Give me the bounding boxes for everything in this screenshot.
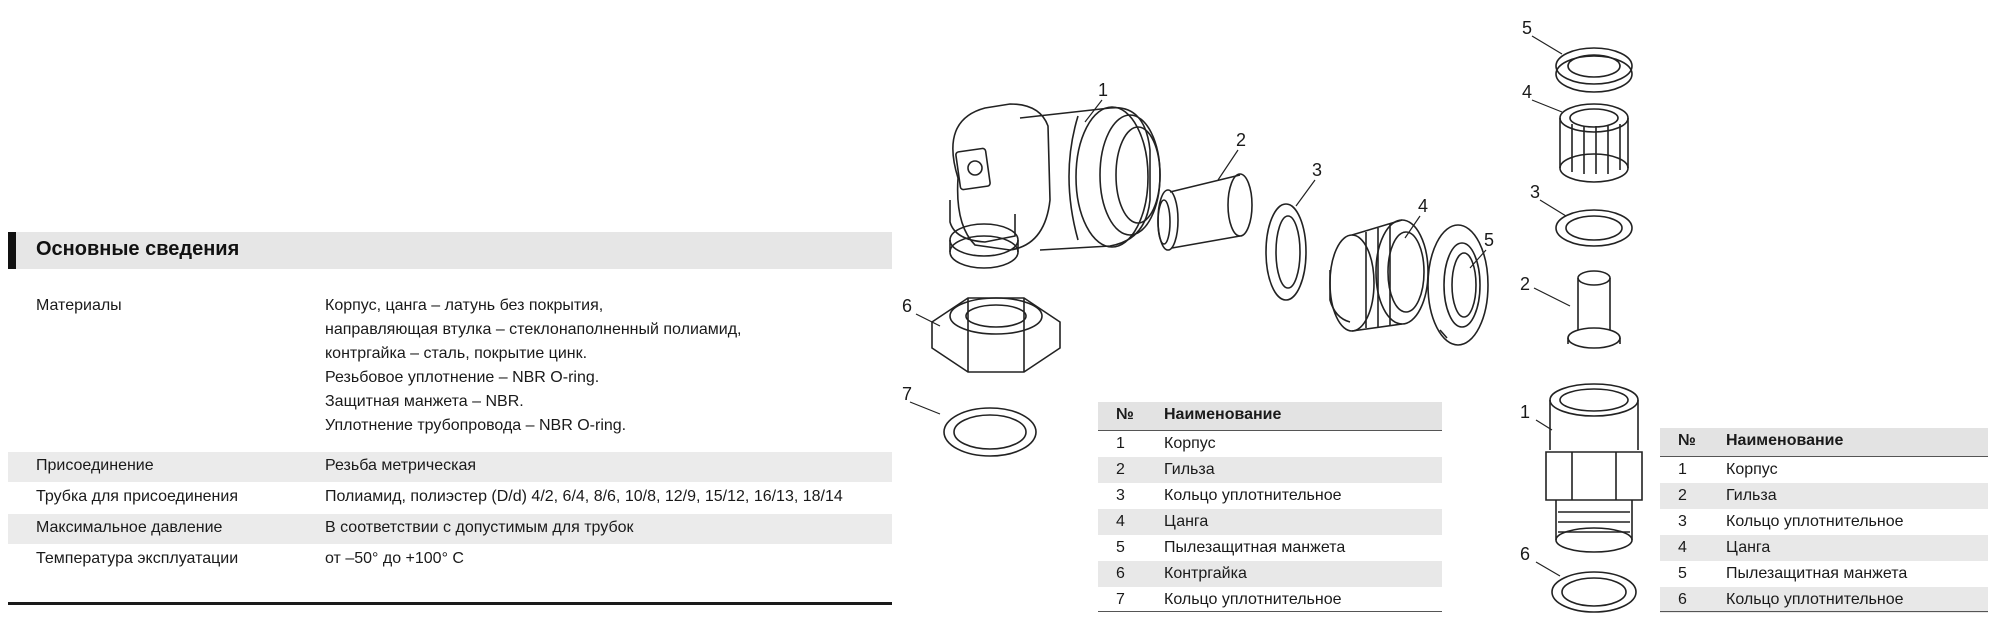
sleeve-drawing-right [1568, 271, 1620, 348]
table-row [1660, 535, 1988, 561]
callout-3: 3 [1312, 160, 1323, 180]
table-row [1660, 457, 1988, 483]
row-name: Кольцо уплотнительное [1726, 591, 1904, 608]
table-row [1098, 509, 1442, 535]
spec-value: Полиамид, полиэстер (D/d) 4/2, 6/4, 8/6, 10/8, 12/9, 15/12, 16/13, 18/14 [325, 488, 843, 505]
spec-label: Присоединение [36, 457, 154, 474]
row-number: 2 [1678, 487, 1687, 504]
callout-4: 4 [1522, 82, 1533, 102]
callout-6: 6 [1520, 544, 1531, 564]
o-ring-drawing-left [1266, 204, 1306, 300]
table-row [1098, 535, 1442, 561]
elbow-body-drawing [950, 104, 1160, 268]
row-name: Кольцо уплотнительное [1164, 487, 1342, 504]
row-name: Гильза [1726, 487, 1777, 504]
table-row [1660, 509, 1988, 535]
callouts-left [902, 80, 1494, 404]
table-row [1098, 431, 1442, 457]
callout-2: 2 [1520, 274, 1531, 294]
row-number: 1 [1116, 435, 1125, 452]
collet-drawing-left [1330, 220, 1428, 331]
row-number: 1 [1678, 461, 1687, 478]
table-row [1098, 561, 1442, 587]
row-number: 5 [1116, 539, 1125, 556]
spec-value: Резьба метрическая [325, 457, 477, 474]
spec-value: В соответствии с допустимым для трубок [325, 519, 634, 536]
sleeve-drawing-left [1158, 174, 1252, 250]
row-name: Гильза [1164, 461, 1215, 478]
row-number: 3 [1116, 487, 1125, 504]
row-number: 6 [1678, 591, 1687, 608]
o-ring-drawing-right-6 [1552, 572, 1636, 612]
callout-2: 2 [1236, 130, 1247, 150]
callout-6: 6 [902, 296, 913, 316]
callouts-right [1520, 18, 1540, 564]
row-name: Корпус [1164, 435, 1216, 452]
row-name: Корпус [1726, 461, 1778, 478]
callout-5: 5 [1484, 230, 1495, 250]
row-number: 4 [1116, 513, 1125, 530]
specs-title: Основные сведения [36, 238, 240, 260]
dust-boot-drawing-right [1556, 48, 1632, 92]
table-row [1660, 587, 1988, 613]
table-row [1660, 483, 1988, 509]
callout-1: 1 [1098, 80, 1109, 100]
callout-3: 3 [1530, 182, 1541, 202]
table-bottom-rule [1098, 611, 1442, 612]
callout-5: 5 [1522, 18, 1533, 38]
callout-leaders-right [1532, 36, 1570, 576]
callout-1: 1 [1520, 402, 1531, 422]
row-name: Пылезащитная манжета [1726, 565, 1908, 582]
table-row [1098, 457, 1442, 483]
parts-table-left [1098, 402, 1442, 612]
table-bottom-rule [1660, 611, 1988, 612]
column-header-number: № [1116, 406, 1134, 423]
body-drawing-right [1546, 384, 1642, 552]
spec-value-line: Защитная манжета – NBR. [325, 393, 524, 410]
spec-label: Трубка для присоединения [36, 488, 238, 505]
callout-leaders-left [910, 100, 1486, 414]
spec-label: Максимальное давление [36, 519, 223, 536]
spec-value-line: направляющая втулка – стеклонаполненный полиамид, [325, 321, 742, 338]
o-ring-drawing-left-7 [944, 408, 1036, 456]
column-header-name: Наименование [1726, 432, 1844, 449]
spec-label: Материалы [36, 297, 122, 314]
row-number: 6 [1116, 565, 1125, 582]
table-row [1098, 587, 1442, 613]
spec-label: Температура эксплуатации [36, 550, 239, 567]
parts-table-right [1660, 428, 1988, 612]
row-number: 3 [1678, 513, 1687, 530]
collet-drawing-right [1560, 104, 1628, 182]
row-number: 7 [1116, 591, 1125, 608]
parts-table-header [1098, 402, 1442, 430]
callout-4: 4 [1418, 196, 1429, 216]
row-number: 5 [1678, 565, 1687, 582]
parts-table-header [1660, 428, 1988, 456]
row-name: Кольцо уплотнительное [1726, 513, 1904, 530]
dust-boot-drawing-left [1428, 225, 1488, 345]
column-header-name: Наименование [1164, 406, 1282, 423]
spec-value-line: Резьбовое уплотнение – NBR O-ring. [325, 369, 600, 386]
row-name: Кольцо уплотнительное [1164, 591, 1342, 608]
o-ring-drawing-right [1556, 210, 1632, 246]
row-name: Контргайка [1164, 565, 1247, 582]
table-row [1660, 561, 1988, 587]
column-header-number: № [1678, 432, 1696, 449]
lock-nut-drawing-left [932, 298, 1060, 372]
row-number: 2 [1116, 461, 1125, 478]
spec-value: от –50° до +100° C [325, 550, 464, 567]
row-name: Пылезащитная манжета [1164, 539, 1346, 556]
spec-value-line: контргайка – сталь, покрытие цинк. [325, 345, 588, 362]
table-row [1098, 483, 1442, 509]
row-name: Цанга [1726, 539, 1771, 556]
spec-value-line: Корпус, цанга – латунь без покрытия, [325, 297, 604, 314]
callout-7: 7 [902, 384, 913, 404]
spec-value-line: Уплотнение трубопровода – NBR O-ring. [325, 417, 627, 434]
row-number: 4 [1678, 539, 1687, 556]
row-name: Цанга [1164, 513, 1209, 530]
